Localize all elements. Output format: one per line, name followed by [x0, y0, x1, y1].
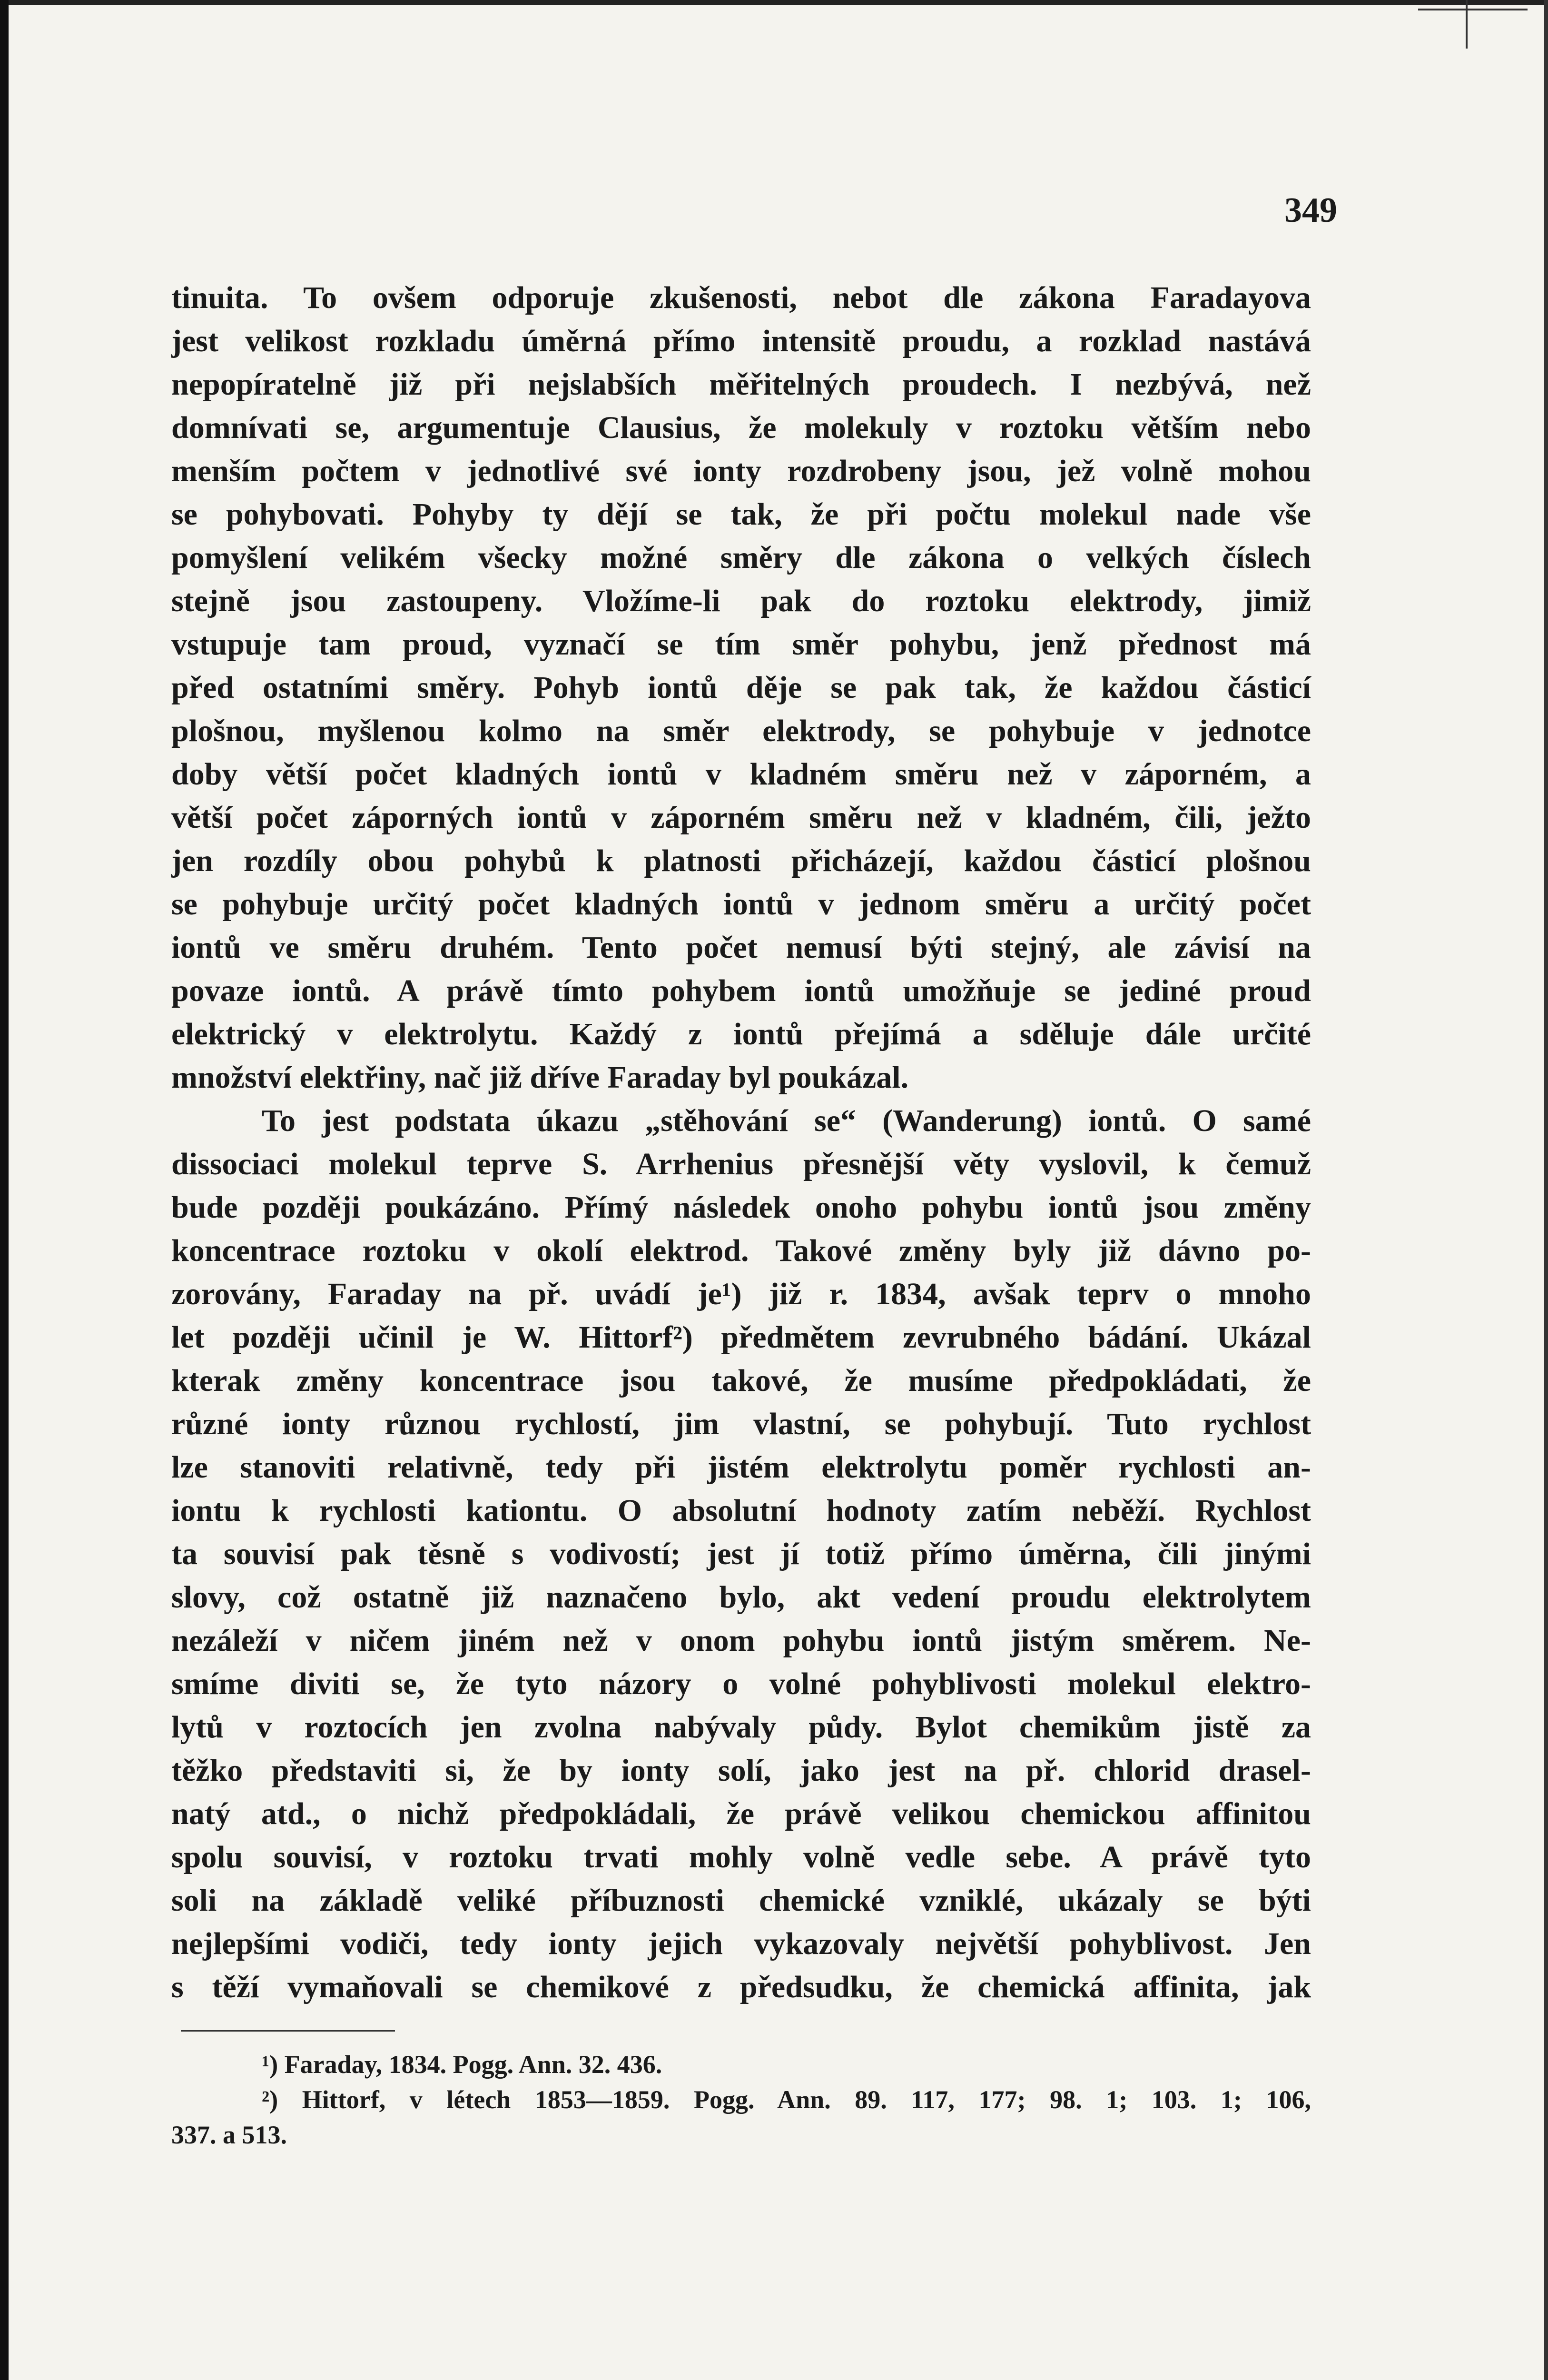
text-line: bude později poukázáno. Přímý následek onoho pohybu iontů jsou změny: [171, 1190, 1311, 1225]
text-line: plošnou, myšlenou kolmo na směr elektrody, se pohybuje v jednotce: [171, 714, 1311, 748]
text-line: lze stanoviti relativně, tedy při jistém elektrolytu poměr rychlosti an-: [171, 1450, 1311, 1485]
text-line: zorovány, Faraday na př. uvádí je¹) již r. 1834, avšak teprv o mnoho: [171, 1277, 1311, 1311]
text-line: let později učinil je W. Hittorf²) předmětem zevrubného bádání. Ukázal: [171, 1320, 1311, 1355]
text-line: doby větší počet kladných iontů v kladném směru než v záporném, a: [171, 757, 1311, 792]
text-line: před ostatními směry. Pohyb iontů děje se pak tak, že každou částicí: [171, 670, 1311, 705]
text-line: spolu souvisí, v roztoku trvati mohly volně vedle sebe. A právě tyto: [171, 1840, 1311, 1874]
scan-edge-top: [0, 0, 1548, 5]
text-line: iontů ve směru druhém. Tento počet nemusí býti stejný, ale závisí na: [171, 930, 1311, 965]
text-line: množství elektřiny, nač již dříve Faraday byl poukázal.: [171, 1060, 909, 1095]
text-line: různé ionty různou rychlostí, jim vlastní, se pohybují. Tuto rychlost: [171, 1407, 1311, 1441]
footnotes: [171, 2047, 1311, 2152]
page-number: 349: [1284, 191, 1337, 230]
text-line: smíme diviti se, že tyto názory o volné pohyblivosti molekul elektro-: [171, 1666, 1311, 1701]
text-line: nepopíratelně již při nejslabších měřitelných proudech. I nezbývá, než: [171, 367, 1311, 402]
text-line: jen rozdíly obou pohybů k platnosti přicházejí, každou částicí plošnou: [171, 843, 1311, 878]
text-line: povaze iontů. A právě tímto pohybem iontů umožňuje se jediné proud: [171, 973, 1311, 1008]
text-line: menším počtem v jednotlivé své ionty rozdrobeny jsou, jež volně mohou: [171, 454, 1311, 488]
text-line: jest velikost rozkladu úměrná přímo intensitě proudu, a rozklad nastává: [171, 324, 1311, 358]
scan-corner-mark: [1418, 9, 1528, 39]
text-line: nezáleží v ničem jiném než v onom pohybu iontů jistým směrem. Ne-: [171, 1623, 1311, 1658]
text-line: se pohybuje určitý počet kladných iontů v jednom směru a určitý počet: [171, 887, 1311, 922]
text-line: slovy, což ostatně již naznačeno bylo, akt vedení proudu elektrolytem: [171, 1580, 1311, 1615]
footnote-1: ¹) Faraday, 1834. Pogg. Ann. 32. 436.: [262, 2050, 662, 2079]
text-line: domnívati se, argumentuje Clausius, že molekuly v roztoku větším nebo: [171, 410, 1311, 445]
text-line: těžko představiti si, že by ionty solí, jako jest na př. chlorid drasel-: [171, 1753, 1311, 1788]
text-line: koncentrace roztoku v okolí elektrod. Takové změny byly již dávno po-: [171, 1233, 1311, 1268]
text-line: tinuita. To ovšem odporuje zkušenosti, nebot dle zákona Faradayova: [171, 280, 1311, 315]
text-line: ta souvisí pak těsně s vodivostí; jest jí totiž přímo úměrna, čili jinými: [171, 1537, 1311, 1571]
text-line: větší počet záporných iontů v záporném směru než v kladném, čili, ježto: [171, 800, 1311, 835]
text-line: se pohybovati. Pohyby ty dějí se tak, že při počtu molekul nade vše: [171, 497, 1311, 532]
text-line: soli na základě veliké příbuznosti chemické vzniklé, ukázaly se býti: [171, 1883, 1311, 1918]
scan-edge-right: [1544, 0, 1548, 2380]
text-line: iontu k rychlosti kationtu. O absolutní hodnoty zatím neběží. Rychlost: [171, 1493, 1311, 1528]
body-text: [171, 276, 1311, 2009]
footnote-2: ²) Hittorf, v létech 1853—1859. Pogg. Ann. 89. 117, 177; 98. 1; 103. 1; 106,: [262, 2085, 1311, 2114]
text-line: s těží vymaňovali se chemikové z předsudku, že chemická affinita, jak: [171, 1970, 1311, 2004]
text-line: vstupuje tam proud, vyznačí se tím směr pohybu, jenž přednost má: [171, 627, 1311, 662]
text-line: dissociaci molekul teprve S. Arrhenius přesnější věty vyslovil, k čemuž: [171, 1147, 1311, 1181]
text-line: pomyšlení velikém všecky možné směry dle zákona o velkých číslech: [171, 540, 1311, 575]
text-line: nejlepšími vodiči, tedy ionty jejich vykazovaly největší pohyblivost. Jen: [171, 1926, 1311, 1961]
text-line: kterak změny koncentrace jsou takové, že musíme předpokládati, že: [171, 1363, 1311, 1398]
text-line: natý atd., o nichž předpokládali, že právě velikou chemickou affinitou: [171, 1796, 1311, 1831]
scan-edge-left: [0, 0, 9, 2380]
text-line: lytů v roztocích jen zvolna nabývaly půdy. Bylot chemikům jistě za: [171, 1710, 1311, 1745]
text-line: stejně jsou zastoupeny. Vložíme-li pak do roztoku elektrody, jimiž: [171, 584, 1311, 618]
text-line: elektrický v elektrolytu. Každý z iontů přejímá a sděluje dále určité: [171, 1017, 1311, 1051]
footnote-2-continuation: 337. a 513.: [171, 2121, 287, 2149]
footnote-rule: [181, 2030, 395, 2032]
text-line: To jest podstata úkazu „stěhování se“ (Wanderung) iontů. O samé: [262, 1103, 1311, 1138]
